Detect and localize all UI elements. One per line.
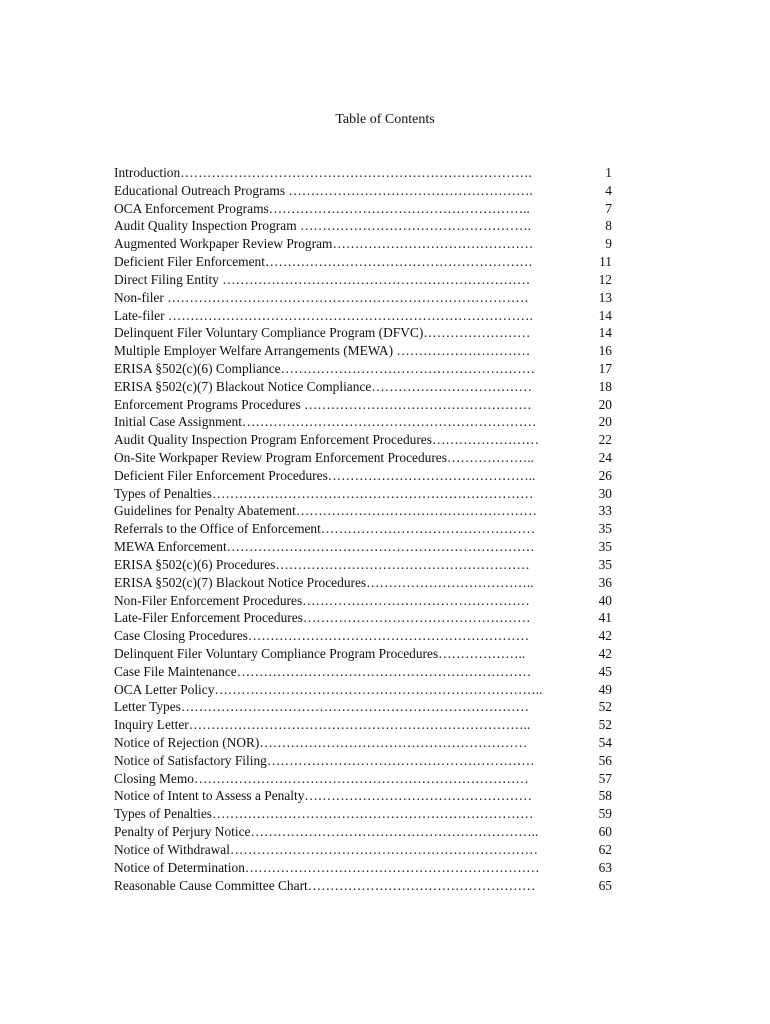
toc-entry (114, 396, 612, 414)
toc-entry-page-number: 45 (598, 663, 612, 679)
toc-entry (114, 467, 612, 485)
toc-entry-title: OCA Enforcement Programs………………………………………………….. (114, 200, 530, 216)
toc-entry (114, 431, 612, 449)
toc-entry-page-number: 62 (598, 841, 612, 857)
toc-entry-title: Referrals to the Office of Enforcement………………………………………… (114, 521, 536, 537)
toc-entry-page-number: 59 (598, 806, 612, 822)
toc-entry (114, 217, 612, 235)
toc-entry-page-number: 63 (598, 859, 612, 875)
page-title: Table of Contents (335, 112, 435, 127)
toc-entry (114, 752, 612, 770)
toc-entry (114, 592, 612, 610)
toc-entry-title: Penalty of Perjury Notice……………………………………………………….. (114, 824, 539, 840)
toc-entry-page-number: 35 (598, 556, 612, 572)
toc-entry-title: Enforcement Programs Procedures …………………………………………… (114, 396, 532, 412)
toc-entry (114, 734, 612, 752)
toc-entry-title: Types of Penalties……………………………………………………………… (114, 485, 534, 501)
toc-entry-page-number: 20 (598, 414, 612, 430)
toc-entry-title: Delinquent Filer Voluntary Compliance Program Procedures……………….. (114, 645, 526, 661)
toc-entry-title: Deficient Filer Enforcement…………………………………………………… (114, 254, 533, 270)
toc-entry-title: OCA Letter Policy……………………………………………………………….. (114, 681, 543, 697)
toc-entry-title: Reasonable Cause Committee Chart…………………………………………… (114, 877, 536, 893)
toc-entry-page-number: 58 (598, 788, 612, 804)
toc-entry-title: Non-Filer Enforcement Procedures…………………………………………… (114, 592, 530, 608)
toc-entry (114, 698, 612, 716)
toc-entry-title: ERISA §502(c)(7) Blackout Notice Procedures……………………………….. (114, 574, 534, 590)
toc-entry (114, 342, 612, 360)
toc-entry (114, 841, 612, 859)
toc-entry-page-number: 40 (598, 592, 612, 608)
toc-entry (114, 663, 612, 681)
toc-entry-page-number: 36 (598, 574, 612, 590)
toc-entry (114, 609, 612, 627)
toc-entry (114, 360, 612, 378)
toc-entry (114, 235, 612, 253)
toc-entry-title: ERISA §502(c)(6) Procedures………………………………………………… (114, 556, 530, 572)
table-of-contents (114, 164, 612, 894)
toc-entry-page-number: 7 (605, 200, 612, 216)
toc-entry-title: Inquiry Letter………………………………………………………………….. (114, 717, 531, 733)
toc-entry-page-number: 49 (598, 681, 612, 697)
toc-entry-title: ERISA §502(c)(6) Compliance………………………………………………… (114, 360, 536, 376)
toc-entry-page-number: 52 (598, 717, 612, 733)
toc-entry-page-number: 1 (605, 165, 612, 180)
toc-entry-page-number: 42 (598, 628, 612, 644)
toc-entry (114, 378, 612, 396)
toc-entry-page-number: 18 (598, 378, 612, 394)
toc-entry-title: Initial Case Assignment………………………………………………………… (114, 414, 537, 430)
toc-entry (114, 502, 612, 520)
toc-entry-page-number: 24 (598, 450, 612, 465)
toc-entry-page-number: 54 (598, 735, 612, 750)
toc-entry (114, 307, 612, 325)
toc-entry-page-number: 52 (598, 699, 612, 715)
toc-entry-title: Types of Penalties……………………………………………………………… (114, 806, 534, 822)
toc-entry (114, 271, 612, 289)
toc-entry-page-number: 42 (598, 645, 612, 661)
toc-entry-page-number: 16 (598, 343, 612, 359)
toc-entry-page-number: 26 (598, 467, 612, 483)
toc-entry-page-number: 20 (598, 396, 612, 412)
toc-entry-page-number: 14 (598, 325, 612, 341)
toc-entry-title: Deficient Filer Enforcement Procedures……………………………………….. (114, 467, 536, 483)
toc-entry-title: Guidelines for Penalty Abatement……………………………………………… (114, 503, 537, 519)
toc-entry (114, 520, 612, 538)
toc-entry (114, 859, 612, 877)
toc-entry-page-number: 17 (598, 360, 612, 376)
toc-entry-page-number: 60 (598, 824, 612, 840)
toc-entry-page-number: 8 (605, 218, 612, 234)
toc-entry-title: Notice of Satisfactory Filing…………………………………………………… (114, 752, 535, 768)
toc-entry (114, 770, 612, 788)
toc-entry-title: MEWA Enforcement…………………………………………………………… (114, 539, 535, 555)
toc-entry (114, 485, 612, 503)
toc-entry (114, 877, 612, 895)
toc-entry-title: ERISA §502(c)(7) Blackout Notice Compliance……………………………… (114, 378, 533, 394)
toc-entry (114, 787, 612, 805)
toc-entry-title: Closing Memo………………………………………………………………… (114, 770, 529, 786)
toc-entry-title: Non-filer ……………………………………………………………………… (114, 289, 529, 305)
toc-entry-title: Audit Quality Inspection Program Enforcement Procedures…………………… (114, 432, 540, 448)
toc-entry-title: Delinquent Filer Voluntary Compliance Program (DFVC)…………………… (114, 325, 531, 341)
toc-entry (114, 164, 612, 182)
toc-entry-page-number: 12 (598, 271, 612, 287)
toc-entry (114, 574, 612, 592)
toc-entry (114, 324, 612, 342)
toc-entry-page-number: 56 (598, 752, 612, 768)
toc-entry (114, 805, 612, 823)
toc-entry-title: Notice of Determination………………………………………………………… (114, 859, 540, 875)
toc-entry-title: Late-Filer Enforcement Procedures…………………………………………… (114, 610, 531, 626)
toc-entry-title: Augmented Workpaper Review Program……………………………………… (114, 236, 534, 252)
toc-entry (114, 200, 612, 218)
toc-entry-title: Direct Filing Entity …………………………………………………………… (114, 271, 531, 287)
toc-entry (114, 716, 612, 734)
toc-entry-page-number: 9 (605, 236, 612, 252)
toc-entry (114, 538, 612, 556)
toc-entry-title: On-Site Workpaper Review Program Enforcement Procedures……………….. (114, 450, 535, 465)
toc-entry-page-number: 35 (598, 539, 612, 555)
toc-entry (114, 449, 612, 467)
toc-entry (114, 289, 612, 307)
toc-entry-page-number: 33 (598, 503, 612, 519)
toc-entry-page-number: 13 (598, 289, 612, 305)
toc-entry-title: Audit Quality Inspection Program ……………………………………………. (114, 218, 531, 234)
toc-entry-title: Notice of Rejection (NOR)…………………………………………………… (114, 735, 528, 750)
toc-entry-page-number: 4 (605, 182, 612, 198)
toc-entry (114, 556, 612, 574)
toc-entry (114, 627, 612, 645)
toc-entry-page-number: 41 (598, 610, 612, 626)
toc-entry-page-number: 11 (599, 254, 612, 270)
toc-entry-title: Notice of Withdrawal…………………………………………………………… (114, 841, 538, 857)
toc-entry-page-number: 65 (598, 877, 612, 893)
toc-entry-page-number: 14 (598, 307, 612, 323)
toc-entry (114, 182, 612, 200)
toc-entry-title: Case Closing Procedures……………………………………………………… (114, 628, 530, 644)
toc-entry (114, 413, 612, 431)
toc-entry-page-number: 35 (598, 521, 612, 537)
toc-entry (114, 253, 612, 271)
toc-entry-page-number: 30 (598, 485, 612, 501)
toc-entry-title: Late-filer ………………………………………………………………………. (114, 307, 533, 323)
toc-entry-title: Case File Maintenance………………………………………………………… (114, 663, 532, 679)
toc-entry-title: Educational Outreach Programs ………………………………………………. (114, 182, 533, 198)
toc-entry-title: Letter Types…………………………………………………………………… (114, 699, 530, 715)
toc-entry-title: Introduction……………………………………………………………………. (114, 165, 532, 180)
toc-entry (114, 645, 612, 663)
toc-entry (114, 681, 612, 699)
toc-entry-title: Multiple Employer Welfare Arrangements (MEWA) ………………………… (114, 343, 531, 359)
toc-entry-title: Notice of Intent to Assess a Penalty…………………………………………… (114, 788, 533, 804)
toc-entry-page-number: 22 (598, 432, 612, 448)
toc-entry-page-number: 57 (598, 770, 612, 786)
toc-entry (114, 823, 612, 841)
